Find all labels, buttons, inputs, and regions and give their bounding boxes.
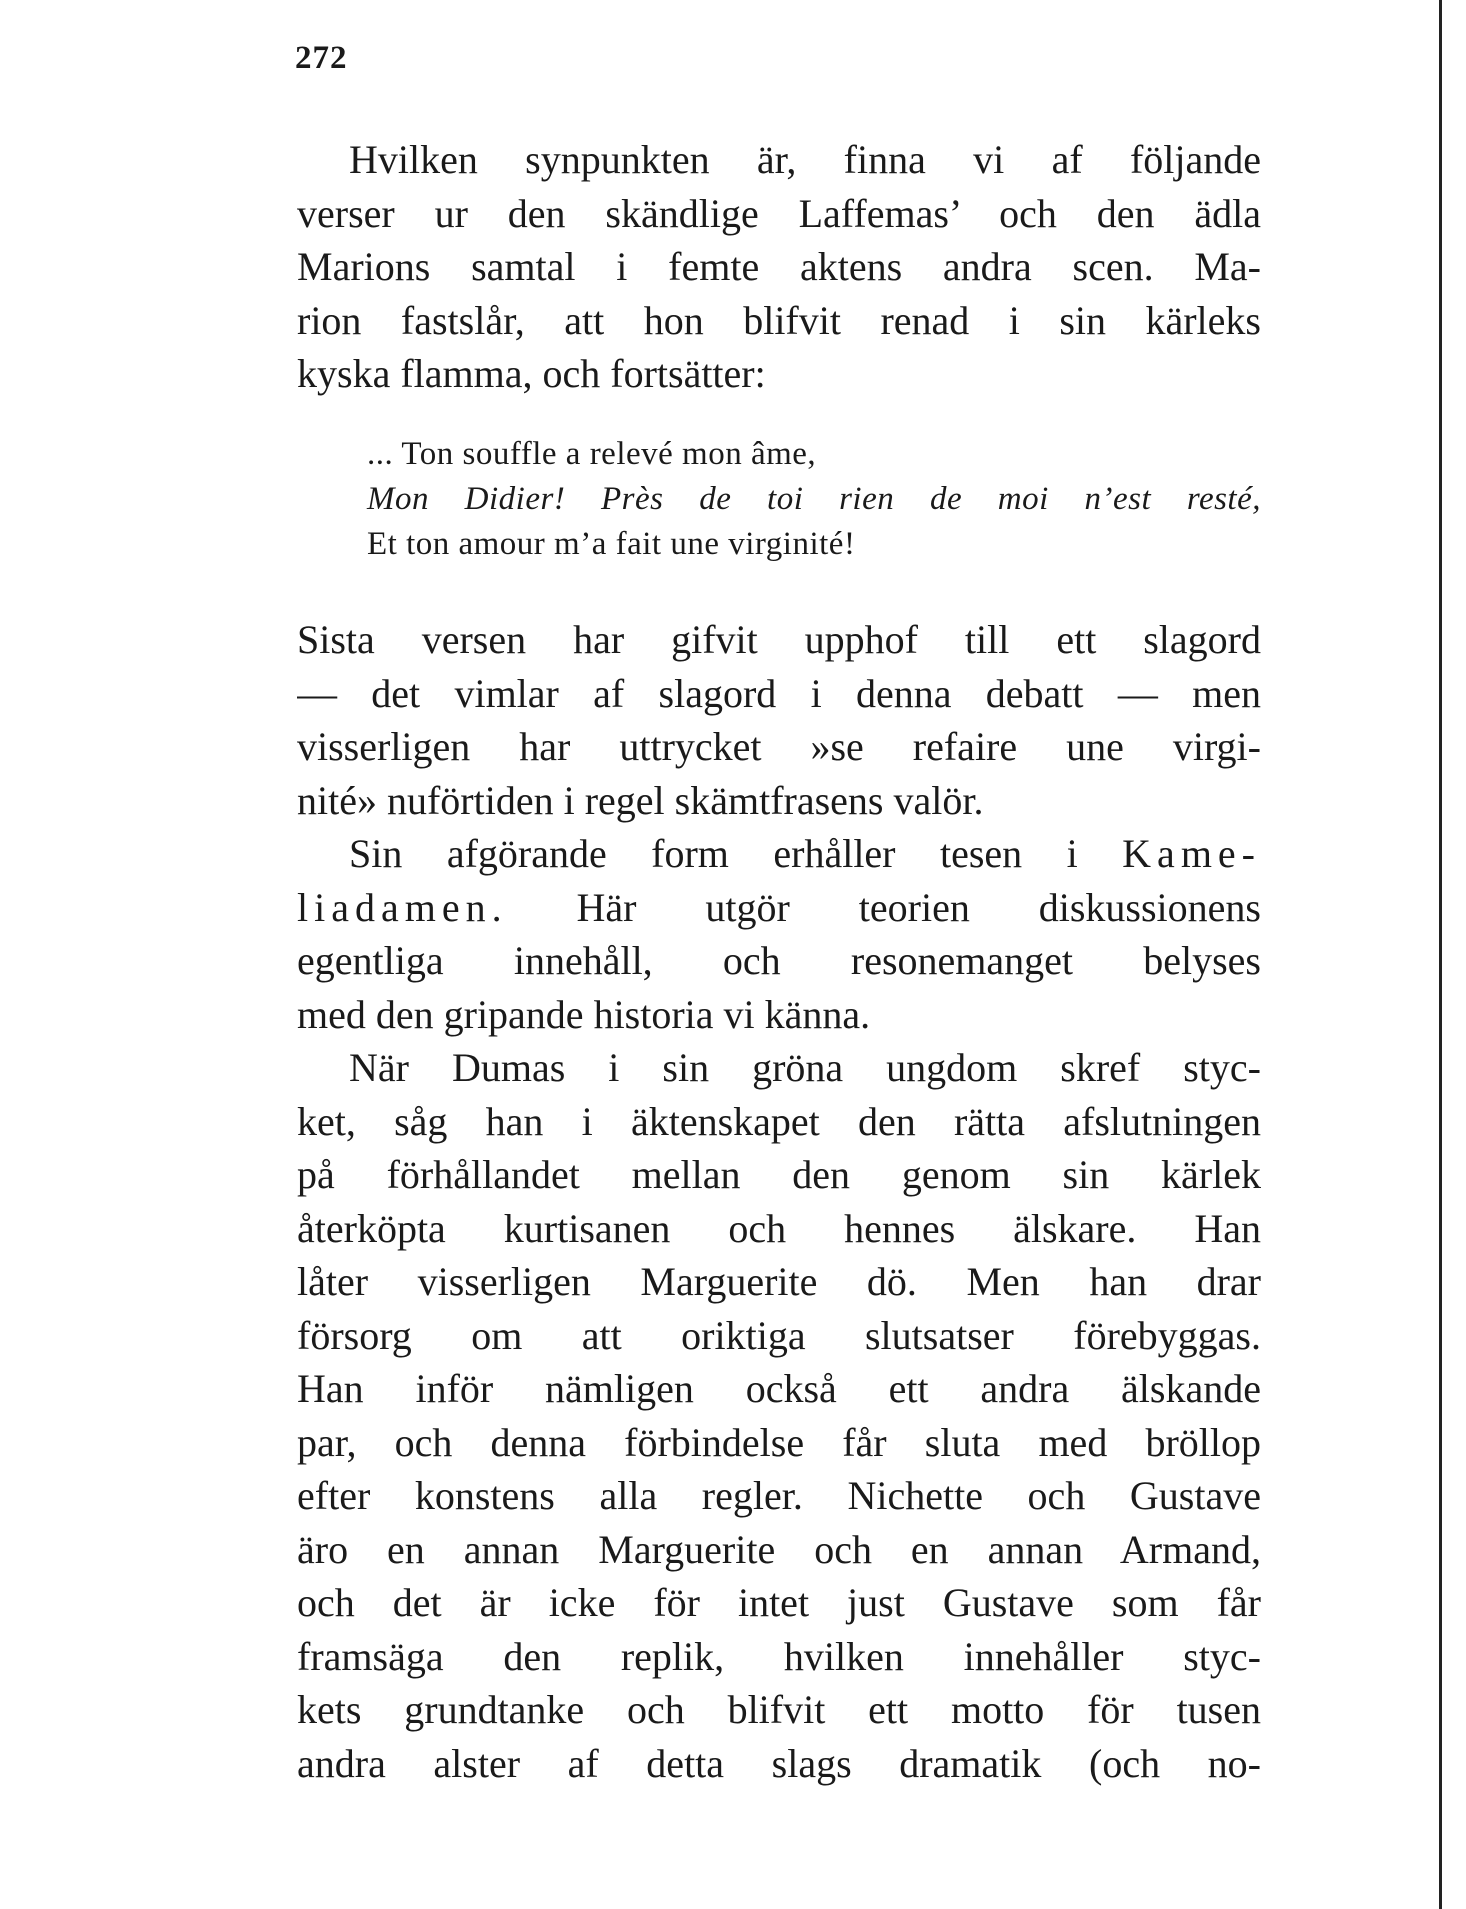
paragraph-4 [297,1041,1261,1790]
text-line: När Dumas i sin gröna ungdom skref styc- [349,1045,1261,1090]
paragraph-3 [297,827,1261,1041]
text-line: efter konstens alla regler. Nichette och Gustave [297,1473,1261,1518]
text-line: Han inför nämligen också ett andra älskande [297,1366,1261,1411]
paragraph-2 [297,613,1261,827]
text-fragment: Sin afgörande form erhåller tesen i [349,831,1078,876]
text-line [297,827,1261,881]
text-line: återköpta kurtisanen och hennes älskare. Han [297,1205,1261,1251]
text-line: Sista versen har gifvit upphof till ett slagord [297,617,1261,662]
text-line: äro en annan Marguerite och en annan Armand, [297,1526,1261,1572]
text-line: rion fastslår, att hon blifvit renad i sin kärleks [297,297,1261,343]
text-line: försorg om att oriktiga slutsatser förebyggas. [297,1312,1261,1358]
text-line: verser ur den skändlige Laffemas’ och den ädla [297,190,1261,236]
text-line: låter visserligen Marguerite dö. Men han drar [297,1259,1261,1304]
page-edge-rule [1439,0,1442,1909]
verse-line: Mon Didier! Près de toi rien de moi n’est resté, [367,481,1261,517]
text-line: visserligen har uttrycket »se refaire une virgi- [297,724,1261,769]
text-line: kets grundtanke och blifvit ett motto för tusen [297,1687,1261,1732]
verse-line: Et ton amour m’a fait une virginité! [367,526,856,562]
text-line: — det vimlar af slagord i denna debatt — men [297,670,1261,716]
title-spaced: liadamen. [297,884,508,930]
text-line: ket, såg han i äktenskapet den rätta afslutningen [297,1098,1261,1144]
text-line: egentliga innehåll, och resonemanget belyses [297,938,1261,983]
text-line: på förhållandet mellan den genom sin kärlek [297,1152,1261,1197]
text-line: och det är icke för intet just Gustave som får [297,1580,1261,1625]
page-number: 272 [295,40,348,76]
text-fragment: Här utgör teorien diskussionens [576,884,1261,930]
verse-line: ... Ton souffle a relevé mon âme, [367,436,817,472]
text-line: Marions samtal i femte aktens andra scen. Ma- [297,244,1261,289]
text-line: framsäga den replik, hvilken innehåller styc- [297,1633,1261,1679]
text-line: par, och denna förbindelse får sluta med bröllop [297,1419,1261,1465]
text-line: Hvilken synpunkten är, finna vi af följande [349,137,1261,182]
text-line: andra alster af detta slags dramatik (och no- [297,1740,1261,1786]
text-line: kyska flamma, och fortsätter: [297,351,766,396]
text-line: med den gripande historia vi känna. [297,991,871,1037]
paragraph-1 [297,133,1261,401]
title-spaced: Kame- [1122,831,1261,876]
text-line [297,881,1261,935]
text-line: nité» nuförtiden i regel skämtfrasens valör. [297,777,984,823]
verse-quote [367,432,1261,567]
